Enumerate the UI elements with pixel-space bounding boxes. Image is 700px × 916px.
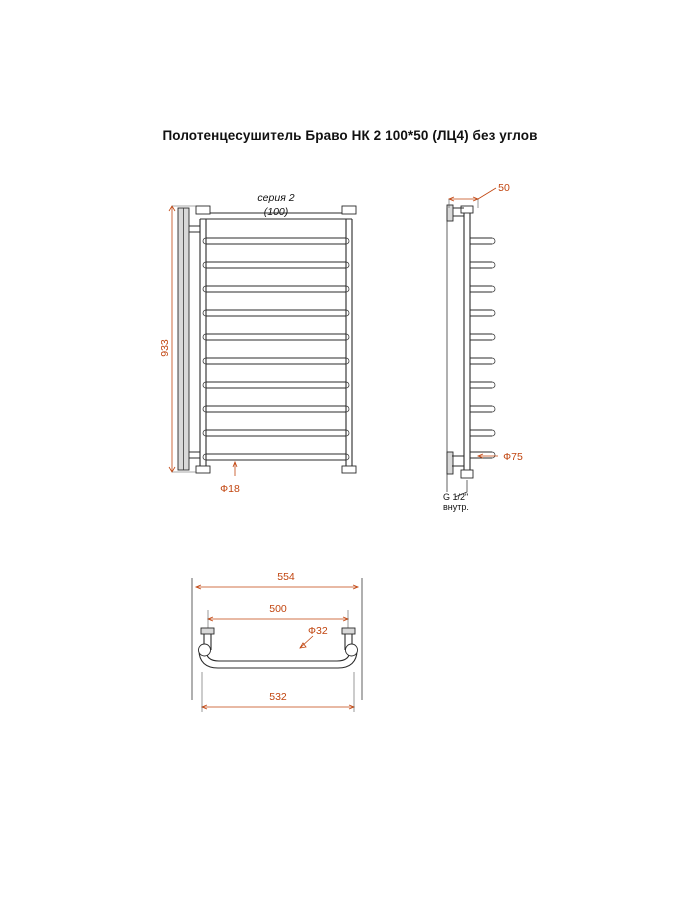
side-bottom-connector <box>461 470 473 478</box>
top-left-joint <box>199 644 211 656</box>
top-outer-dim-label: 554 <box>277 571 295 583</box>
top-bend-dimension <box>300 625 328 648</box>
front-rungs <box>203 238 349 460</box>
front-view-group <box>159 192 356 495</box>
front-height-dimension <box>159 206 196 472</box>
side-depth-dimension <box>449 182 510 208</box>
side-bracket-dimension <box>478 451 523 463</box>
side-top-wall-plate <box>447 205 453 221</box>
front-top-left-cap <box>196 206 210 214</box>
top-bottom-dimension <box>202 672 354 712</box>
side-view-group <box>443 182 523 512</box>
side-bracket-dim-label: Ф75 <box>503 451 523 463</box>
front-tube-dim <box>220 462 240 495</box>
front-top-right-cap <box>342 206 356 214</box>
top-view-group <box>192 571 362 712</box>
top-outer-dimension <box>196 571 358 589</box>
top-right-joint <box>346 644 358 656</box>
side-connection-label-2: внутр. <box>443 502 469 512</box>
side-depth-dim-label: 50 <box>498 182 510 194</box>
top-right-wall-plate <box>342 628 355 634</box>
top-bottom-dim-label: 532 <box>269 691 287 703</box>
front-bottom-right-cap <box>342 466 356 473</box>
page-title: Полотенцесушитель Браво НК 2 100*50 (ЛЦ4) без углов <box>162 128 538 143</box>
front-series-value: (100) <box>263 206 289 218</box>
front-series-label: серия 2 <box>257 192 295 204</box>
front-bottom-left-cap <box>196 466 210 473</box>
front-tube-dim-label: Ф18 <box>220 483 240 495</box>
side-connection-label-1: G 1/2" <box>443 492 469 502</box>
side-rung-stubs <box>470 238 495 458</box>
top-bend-dim-label: Ф32 <box>308 625 328 637</box>
top-inner-dim-label: 500 <box>269 603 287 615</box>
side-bottom-wall-plate <box>447 452 453 474</box>
side-top-cap <box>461 206 473 213</box>
top-left-wall-plate <box>201 628 214 634</box>
front-height-dim-label: 933 <box>159 339 171 357</box>
